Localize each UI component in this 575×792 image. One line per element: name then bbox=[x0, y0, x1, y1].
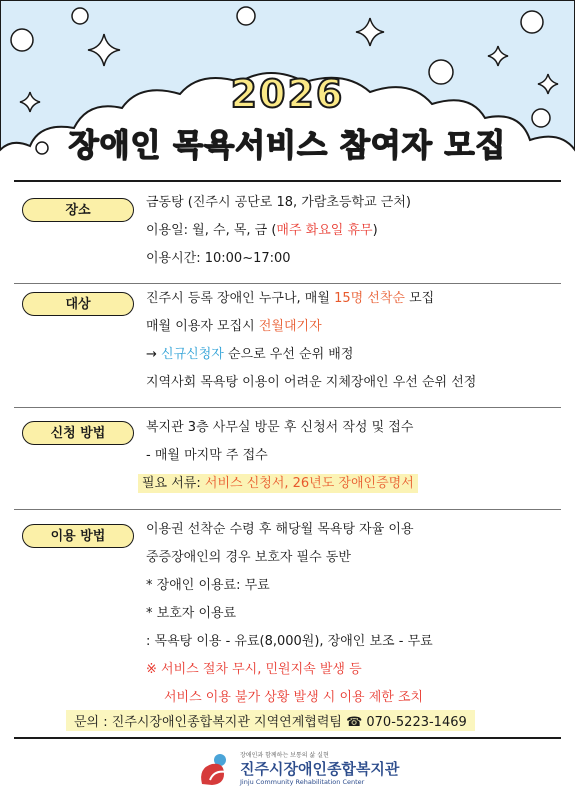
text-segment: 매월 이용자 모집시 bbox=[146, 319, 259, 334]
new-applicant-text: 신규신청자 bbox=[161, 347, 224, 362]
section-divider bbox=[14, 407, 561, 408]
text-segment: 이용권 선착순 수령 후 해당월 목욕탕 자율 이용 bbox=[146, 522, 414, 537]
text-segment: 중증장애인의 경우 보호자 필수 동반 bbox=[146, 550, 351, 565]
documents-text: 서비스 신청서, 26년도 장애인증명서 bbox=[204, 476, 414, 491]
target-line-4 bbox=[146, 374, 476, 392]
bubble-icon bbox=[11, 29, 33, 51]
usage-line-1 bbox=[146, 521, 414, 539]
usage-line-3 bbox=[146, 577, 270, 595]
section-divider bbox=[14, 509, 561, 510]
text-segment: 모집 bbox=[404, 291, 435, 306]
section-divider bbox=[14, 283, 561, 284]
org-tagline: 장애인과 함께하는 보통의 삶 실현 bbox=[240, 752, 329, 759]
bubble-icon bbox=[521, 11, 543, 33]
text-segment: * 장애인 이용료: 무료 bbox=[146, 578, 270, 593]
apply-line-3 bbox=[138, 475, 418, 493]
bubble-icon bbox=[237, 7, 255, 25]
text-segment: 복지관 3층 사무실 방문 후 신청서 작성 및 접수 bbox=[146, 420, 414, 435]
text-segment: - 매월 마지막 주 접수 bbox=[146, 448, 268, 463]
poster-title bbox=[0, 120, 575, 165]
text-segment: 금동탕 (진주시 공단로 18, 가람초등학교 근처) bbox=[146, 195, 411, 210]
title-part-2: 목욕서비스 bbox=[173, 128, 329, 164]
usage-line-7 bbox=[164, 689, 423, 707]
usage-line-2 bbox=[146, 549, 351, 567]
text-segment: * 보호자 이용료 bbox=[146, 606, 237, 621]
org-english-name: Jinju Community Rehabilitation Center bbox=[240, 778, 365, 786]
title-part-1: 장애인 bbox=[68, 128, 174, 164]
text-segment: → bbox=[146, 347, 162, 362]
usage-line-4 bbox=[146, 605, 236, 623]
apply-line-1 bbox=[146, 419, 413, 437]
documents-highlight bbox=[138, 474, 418, 493]
text-segment: ) bbox=[372, 223, 378, 238]
usage-line-5 bbox=[146, 633, 433, 651]
org-logo bbox=[194, 748, 400, 788]
text-segment: 이용시간: 10:00~17:00 bbox=[146, 251, 291, 266]
section-label-apply: 신청 방법 bbox=[22, 421, 134, 445]
waitlist-text: 전월대기자 bbox=[258, 319, 322, 334]
warning-text: ※ 서비스 절차 무시, 민원지속 발생 등 bbox=[146, 662, 362, 677]
section-label-target: 대상 bbox=[22, 292, 134, 316]
location-line-3 bbox=[146, 250, 291, 268]
bottom-divider bbox=[14, 737, 561, 739]
apply-line-2 bbox=[146, 447, 268, 465]
logo-mark-icon bbox=[194, 750, 236, 788]
target-line-3 bbox=[146, 346, 353, 364]
warning-text: 서비스 이용 불가 상황 발생 시 이용 제한 조치 bbox=[164, 690, 424, 705]
location-line-2 bbox=[146, 222, 378, 240]
section-label-usage: 이용 방법 bbox=[22, 524, 134, 548]
usage-line-6 bbox=[146, 661, 362, 679]
text-segment: 순으로 우선 순위 배정 bbox=[223, 347, 354, 362]
section-label-location: 장소 bbox=[22, 198, 134, 222]
title-part-3: 참여자 모집 bbox=[328, 128, 507, 164]
text-segment: 진주시 등록 장애인 누구나, 매월 bbox=[146, 291, 335, 306]
poster-year: 2026 bbox=[230, 72, 345, 116]
text-segment: : 목욕탕 이용 - 유료(8,000원), 장애인 보조 - 무료 bbox=[146, 634, 433, 649]
text-segment: 필요 서류: bbox=[142, 476, 205, 491]
text-segment: 지역사회 목욕탕 이용이 어려운 지체장애인 우선 순위 선정 bbox=[146, 375, 477, 390]
bubble-icon bbox=[72, 8, 88, 24]
org-name: 진주시장애인종합복지관 bbox=[240, 760, 400, 778]
location-line-1 bbox=[146, 194, 411, 212]
top-divider bbox=[14, 180, 561, 182]
text-segment: 이용일: 월, 수, 목, 금 ( bbox=[146, 223, 277, 238]
target-line-2 bbox=[146, 318, 322, 336]
contact-info: 문의 : 진주시장애인종합복지관 지역연계협력팀 ☎ 070-5223-1469 bbox=[66, 710, 475, 731]
quota-text: 15명 선착순 bbox=[334, 291, 405, 306]
target-line-1 bbox=[146, 290, 434, 308]
closed-day-text: 매주 화요일 휴무 bbox=[276, 223, 373, 238]
